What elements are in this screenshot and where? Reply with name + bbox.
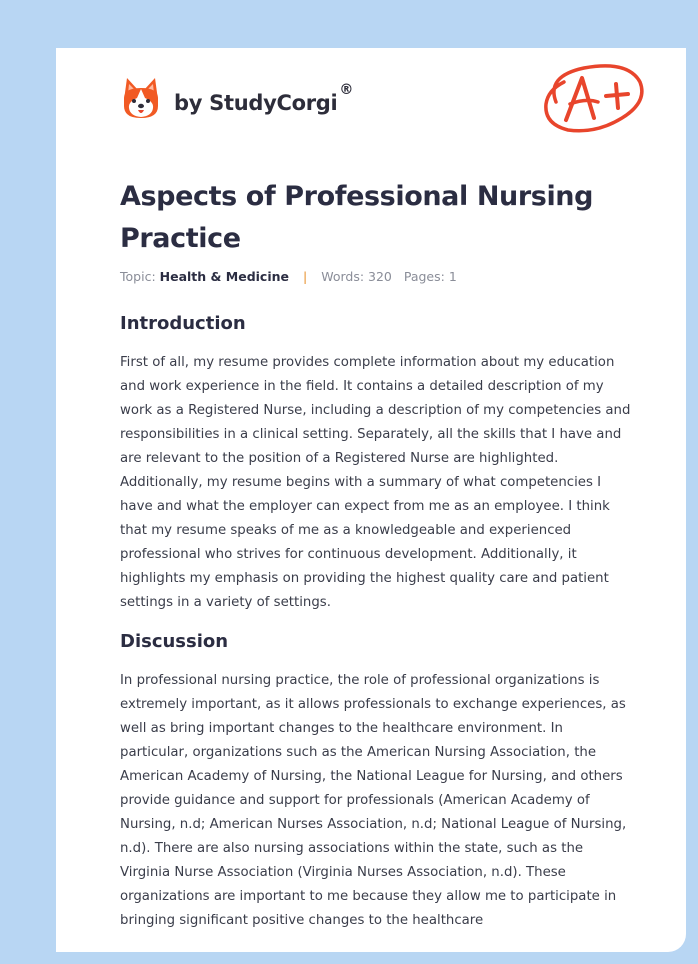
brand-name: by StudyCorgi (174, 91, 338, 115)
document-meta (120, 269, 457, 284)
topic-label: Topic: (120, 269, 156, 284)
introduction-section (120, 311, 632, 615)
document-title: Aspects of Professional Nursing Practice (120, 181, 594, 254)
word-count: Words: 320 (321, 269, 392, 284)
meta-separator: | (302, 269, 308, 284)
topic-link[interactable]: Health & Medicine (159, 269, 289, 284)
discussion-section (120, 629, 632, 933)
section-paragraph: In professional nursing practice, the role of professional organizations is extremely important, as it allows professionals to exchange experiences, as well as bring important changes to the healthcare environment. In particular, organizations such as the American Nursing Association, the American Academy of Nursing, the National League for Nursing, and others provide guidance and support for professionals (American Academy of Nursing, n.d; American Nurses Association, n.d; National League of Nursing, n.d). There are also nursing associations within the state, such as the Virginia Nurse Association (Virginia Nurses Association, n.d). These organizations are important to me because they allow me to participate in bringing significant positive changes to the healthcare (120, 673, 627, 928)
studycorgi-logo[interactable] (120, 76, 353, 122)
document-page (56, 48, 686, 952)
corgi-logo-icon (120, 76, 162, 122)
section-paragraph: First of all, my resume provides complete information about my education and work experience in the field. It contains a detailed description of my work as a Registered Nurse, including a description of my competencies and responsibilities in a clinical setting. Separately, all the skills that I have and are relevant to the position of a Registered Nurse are highlighted. Additionally, my resume begins with a summary of what competencies I have and what the employer can expect from me as an employee. I think that my resume speaks of me as a knowledgeable and experienced professional who strives for continuous development. Additionally, it highlights my emphasis on providing the highest quality care and patient settings in a variety of settings. (120, 355, 631, 610)
section-heading: Discussion (120, 631, 229, 652)
section-heading: Introduction (120, 313, 246, 334)
page-count: Pages: 1 (403, 269, 457, 284)
a-plus-grade-icon (536, 58, 648, 140)
registered-mark: ® (339, 82, 354, 98)
